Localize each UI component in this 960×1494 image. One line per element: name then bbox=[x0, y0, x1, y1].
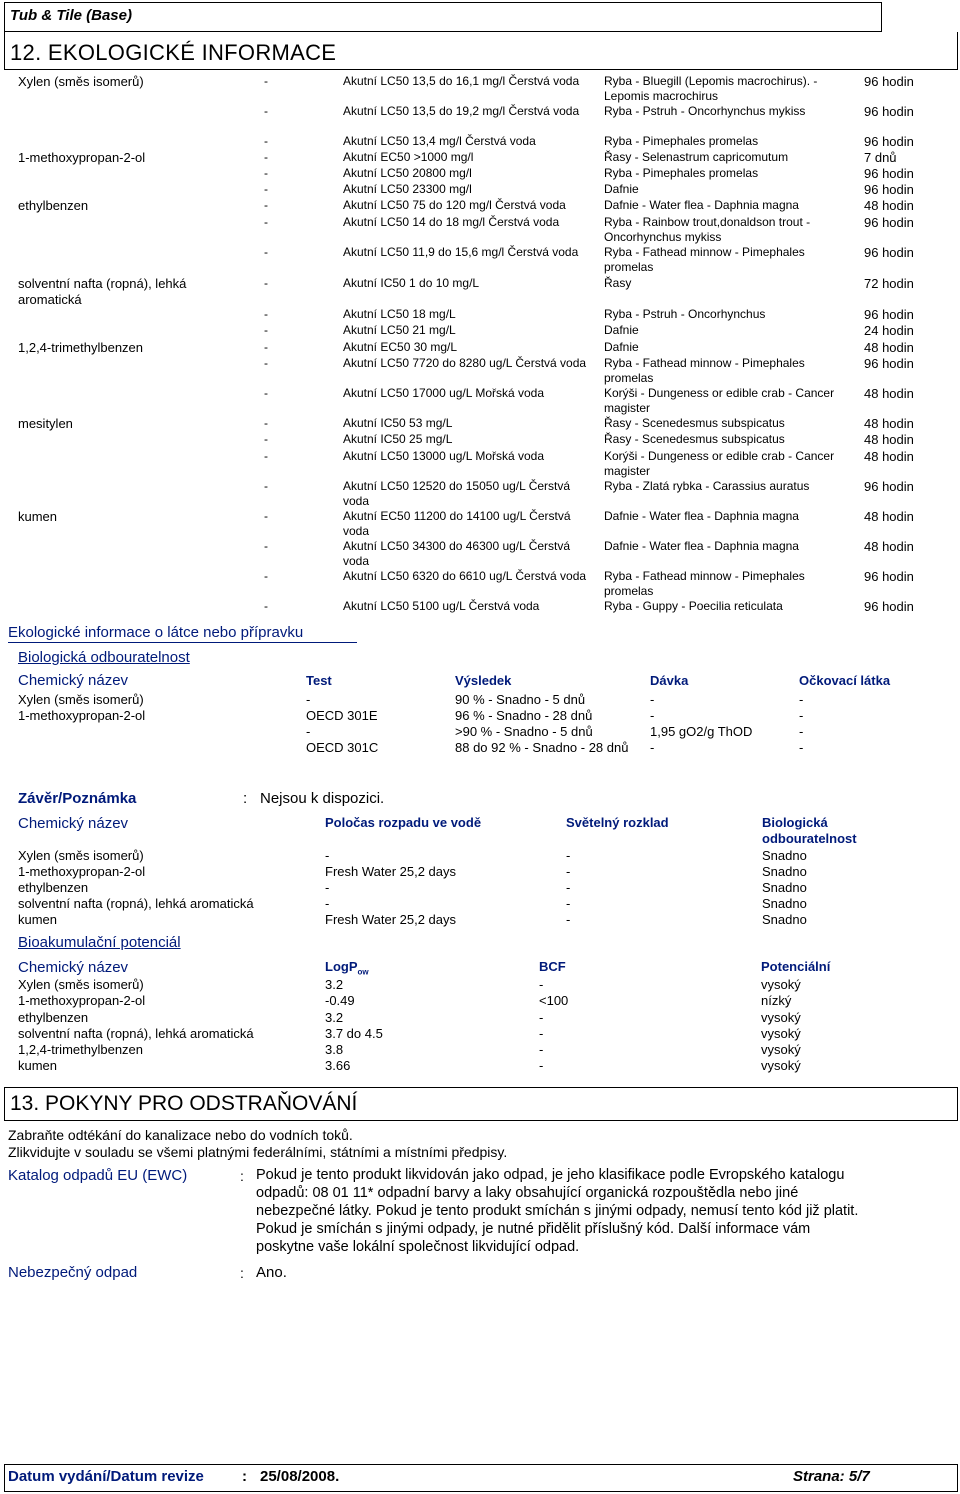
row-dash: - bbox=[264, 386, 268, 400]
exposure-duration: 24 hodin bbox=[864, 323, 914, 338]
biodeg-result: 96 % - Snadno - 28 dnů bbox=[455, 708, 593, 723]
conclusion-label: Závěr/Poznámka bbox=[18, 790, 137, 807]
row-dash: - bbox=[264, 245, 268, 259]
hazard-value: Ano. bbox=[256, 1264, 287, 1281]
hazard-label: Nebezpečný odpad bbox=[8, 1264, 138, 1281]
footer-label: Datum vydání/Datum revize bbox=[8, 1468, 204, 1485]
test-species: Ryba - Zlatá rybka - Carassius auratus bbox=[604, 479, 810, 493]
test-species: Dafnie bbox=[604, 340, 639, 354]
bioacc-bcf: - bbox=[539, 1010, 544, 1025]
biodeg-name: 1-methoxypropan-2-ol bbox=[18, 708, 146, 723]
row-dash: - bbox=[264, 509, 268, 523]
biodeg-result: 90 % - Snadno - 5 dnů bbox=[455, 692, 586, 707]
test-species: Dafnie - Water flea - Daphnia magna bbox=[604, 198, 799, 212]
toxicity-value: Akutní LC50 17000 ug/L Mořská voda bbox=[343, 386, 545, 400]
ecotox-table bbox=[0, 0, 960, 620]
exposure-duration: 96 hodin bbox=[864, 182, 914, 197]
toxicity-value: Akutní LC50 34300 do 46300 ug/L Čerstvá voda bbox=[343, 539, 571, 568]
persist-biodeg: Snadno bbox=[762, 912, 807, 927]
bioacc-bcf: - bbox=[539, 1058, 544, 1073]
biodeg-test: OECD 301C bbox=[306, 740, 379, 755]
exposure-duration: 48 hodin bbox=[864, 432, 914, 447]
bioacc-col-name: Chemický název bbox=[18, 959, 129, 976]
test-species: Ryba - Pstruh - Oncorhynchus mykiss bbox=[604, 104, 806, 118]
toxicity-value: Akutní LC50 6320 do 6610 ug/L Čerstvá voda bbox=[343, 569, 587, 583]
test-species: Dafnie - Water flea - Daphnia magna bbox=[604, 509, 799, 523]
biodeg-test: - bbox=[306, 692, 311, 707]
toxicity-value: Akutní LC50 12520 do 15050 ug/L Čerstvá voda bbox=[343, 479, 571, 508]
biodeg-dose: - bbox=[650, 708, 655, 723]
bioacc-logpow: 3.8 bbox=[325, 1042, 344, 1057]
substance-name: ethylbenzen bbox=[18, 198, 89, 213]
row-dash: - bbox=[264, 323, 268, 337]
test-species: Ryba - Pstruh - Oncorhynchus bbox=[604, 307, 766, 321]
persist-photolysis: - bbox=[566, 896, 571, 911]
biodeg-col-dose: Dávka bbox=[650, 673, 689, 688]
exposure-duration: 48 hodin bbox=[864, 340, 914, 355]
substance-name: 1,2,4-trimethylbenzen bbox=[18, 340, 144, 355]
exposure-duration: 96 hodin bbox=[864, 74, 914, 89]
persist-photolysis: - bbox=[566, 864, 571, 879]
bioacc-potential: vysoký bbox=[761, 1010, 801, 1025]
row-dash: - bbox=[264, 599, 268, 613]
biodeg-col-result: Výsledek bbox=[455, 673, 512, 688]
row-dash: - bbox=[264, 416, 268, 430]
row-dash: - bbox=[264, 432, 268, 446]
logp-label: LogP bbox=[325, 959, 358, 974]
conclusion-colon: : bbox=[243, 790, 248, 807]
footer-date: 25/08/2008. bbox=[260, 1468, 340, 1485]
eco-info-heading: Ekologické informace o látce nebo přípravku bbox=[8, 624, 304, 641]
persist-halflife: - bbox=[325, 896, 330, 911]
bioacc-bcf: - bbox=[539, 977, 544, 992]
exposure-duration: 48 hodin bbox=[864, 386, 914, 401]
substance-name: mesitylen bbox=[18, 416, 73, 431]
toxicity-value: Akutní IC50 53 mg/L bbox=[343, 416, 453, 430]
test-species: Řasy - Selenastrum capricomutum bbox=[604, 150, 789, 164]
bioacc-logpow: 3.2 bbox=[325, 1010, 344, 1025]
bioacc-name: 1,2,4-trimethylbenzen bbox=[18, 1042, 144, 1057]
biodeg-result: >90 % - Snadno - 5 dnů bbox=[455, 724, 593, 739]
toxicity-value: Akutní LC50 21 mg/L bbox=[343, 323, 456, 337]
bioacc-name: ethylbenzen bbox=[18, 1010, 89, 1025]
bioacc-col-logpow bbox=[325, 959, 369, 977]
footer-page: Strana: 5/7 bbox=[793, 1468, 870, 1485]
footer-colon: : bbox=[242, 1468, 247, 1485]
test-species: Ryba - Fathead minnow - Pimephales promelas bbox=[604, 356, 805, 385]
bioacc-bcf: <100 bbox=[539, 993, 569, 1008]
row-dash: - bbox=[264, 307, 268, 321]
toxicity-value: Akutní IC50 25 mg/L bbox=[343, 432, 453, 446]
section-13-title: 13. POKYNY PRO ODSTRAŇOVÁNÍ bbox=[10, 1092, 358, 1115]
exposure-duration: 96 hodin bbox=[864, 104, 914, 119]
toxicity-value: Akutní LC50 13000 ug/L Mořská voda bbox=[343, 449, 545, 463]
test-species: Dafnie - Water flea - Daphnia magna bbox=[604, 539, 799, 553]
disposal-line-1: Zabraňte odtékání do kanalizace nebo do vodních toků. bbox=[8, 1127, 353, 1143]
exposure-duration: 96 hodin bbox=[864, 599, 914, 614]
row-dash: - bbox=[264, 356, 268, 370]
row-dash: - bbox=[264, 569, 268, 583]
persist-name: ethylbenzen bbox=[18, 880, 89, 895]
exposure-duration: 96 hodin bbox=[864, 245, 914, 260]
row-dash: - bbox=[264, 150, 268, 164]
biodeg-test: OECD 301E bbox=[306, 708, 378, 723]
test-species: Ryba - Fathead minnow - Pimephales promelas bbox=[604, 569, 805, 598]
exposure-duration: 48 hodin bbox=[864, 198, 914, 213]
bioacc-heading: Bioakumulační potenciál bbox=[18, 934, 181, 951]
bioacc-bcf: - bbox=[539, 1026, 544, 1041]
ewc-line: nebezpečné látky. Pokud je tento produkt smíchán s jinými odpady, nemusí tento kód již platit. bbox=[256, 1203, 859, 1219]
ewc-label: Katalog odpadů EU (EWC) bbox=[8, 1167, 188, 1184]
exposure-duration: 96 hodin bbox=[864, 166, 914, 181]
bioacc-name: Xylen (směs isomerů) bbox=[18, 977, 144, 992]
toxicity-value: Akutní LC50 13,5 do 19,2 mg/l Čerstvá voda bbox=[343, 104, 580, 118]
persist-halflife: Fresh Water 25,2 days bbox=[325, 912, 457, 927]
substance-name: solventní nafta (ropná), lehká aromatická bbox=[18, 276, 187, 307]
ewc-line: poskytne vaše lokální společnost likvidující odpad. bbox=[256, 1239, 580, 1255]
persist-photolysis: - bbox=[566, 912, 571, 927]
row-dash: - bbox=[264, 182, 268, 196]
bioacc-potential: nízký bbox=[761, 993, 792, 1008]
row-dash: - bbox=[264, 449, 268, 463]
ewc-line: Pokud je smíchán s jinými odpady, je nutné přidělit příslušný kód. Další informace vám bbox=[256, 1221, 811, 1237]
biodeg-name: Xylen (směs isomerů) bbox=[18, 692, 144, 707]
test-species: Korýši - Dungeness or edible crab - Cancer magister bbox=[604, 449, 835, 478]
persist-biodeg: Snadno bbox=[762, 896, 807, 911]
row-dash: - bbox=[264, 215, 268, 229]
persist-biodeg: Snadno bbox=[762, 848, 807, 863]
toxicity-value: Akutní LC50 13,4 mg/l Čerstvá voda bbox=[343, 134, 536, 148]
biodeg-dose: - bbox=[650, 692, 655, 707]
toxicity-value: Akutní LC50 5100 ug/L Čerstvá voda bbox=[343, 599, 540, 613]
test-species: Ryba - Bluegill (Lepomis macrochirus). - Lepomis macrochirus bbox=[604, 74, 818, 103]
test-species: Řasy - Scenedesmus subspicatus bbox=[604, 416, 785, 430]
bioacc-bcf: - bbox=[539, 1042, 544, 1057]
substance-name: Xylen (směs isomerů) bbox=[18, 74, 144, 89]
disposal-line-2: Zlikvidujte v souladu se všemi platnými federálními, státními a místními předpisy. bbox=[8, 1144, 508, 1160]
biodeg-result: 88 do 92 % - Snadno - 28 dnů bbox=[455, 740, 629, 755]
bioacc-name: kumen bbox=[18, 1058, 58, 1073]
persist-col-photolysis: Světelný rozklad bbox=[566, 815, 669, 830]
toxicity-value: Akutní EC50 >1000 mg/l bbox=[343, 150, 474, 164]
eco-info-underline bbox=[8, 642, 357, 643]
biodeg-inoculum: - bbox=[799, 724, 804, 739]
section-12-title: 12. EKOLOGICKÉ INFORMACE bbox=[10, 40, 337, 65]
row-dash: - bbox=[264, 166, 268, 180]
bioacc-logpow: 3.7 do 4.5 bbox=[325, 1026, 383, 1041]
toxicity-value: Akutní LC50 13,5 do 16,1 mg/l Čerstvá voda bbox=[343, 74, 580, 88]
persist-biodeg: Snadno bbox=[762, 864, 807, 879]
bioacc-logpow: 3.66 bbox=[325, 1058, 351, 1073]
persist-halflife: - bbox=[325, 880, 330, 895]
test-species: Ryba - Rainbow trout,donaldson trout - Oncorhynchus mykiss bbox=[604, 215, 811, 244]
persist-halflife: Fresh Water 25,2 days bbox=[325, 864, 457, 879]
test-species: Ryba - Pimephales promelas bbox=[604, 134, 759, 148]
persist-biodeg: Snadno bbox=[762, 880, 807, 895]
exposure-duration: 96 hodin bbox=[864, 569, 914, 584]
persist-halflife: - bbox=[325, 848, 330, 863]
persist-col-halflife: Poločas rozpadu ve vodě bbox=[325, 815, 482, 830]
bioacc-potential: vysoký bbox=[761, 1058, 801, 1073]
exposure-duration: 96 hodin bbox=[864, 134, 914, 149]
exposure-duration: 96 hodin bbox=[864, 479, 914, 494]
bioacc-logpow: -0.49 bbox=[325, 993, 355, 1008]
test-species: Ryba - Fathead minnow - Pimephales promelas bbox=[604, 245, 805, 274]
test-species: Řasy - Scenedesmus subspicatus bbox=[604, 432, 785, 446]
toxicity-value: Akutní LC50 23300 mg/l bbox=[343, 182, 472, 196]
bioacc-potential: vysoký bbox=[761, 977, 801, 992]
bioacc-name: 1-methoxypropan-2-ol bbox=[18, 993, 146, 1008]
persist-col-biodeg: Biologická odbouratelnost bbox=[762, 815, 857, 846]
test-species: Řasy bbox=[604, 276, 632, 290]
exposure-duration: 72 hodin bbox=[864, 276, 914, 291]
persist-photolysis: - bbox=[566, 880, 571, 895]
exposure-duration: 48 hodin bbox=[864, 509, 914, 524]
persist-photolysis: - bbox=[566, 848, 571, 863]
toxicity-value: Akutní LC50 11,9 do 15,6 mg/l Čerstvá voda bbox=[343, 245, 579, 259]
product-title: Tub & Tile (Base) bbox=[10, 7, 132, 24]
ewc-line: odpadů: 08 01 11* odpadní barvy a laky obsahující organická rozpouštědla nebo jiné bbox=[256, 1185, 799, 1201]
biodeg-inoculum: - bbox=[799, 708, 804, 723]
bioacc-potential: vysoký bbox=[761, 1026, 801, 1041]
toxicity-value: Akutní LC50 75 do 120 mg/l Čerstvá voda bbox=[343, 198, 566, 212]
exposure-duration: 48 hodin bbox=[864, 539, 914, 554]
bioacc-col-potential: Potenciální bbox=[761, 959, 831, 974]
bioacc-potential: vysoký bbox=[761, 1042, 801, 1057]
test-species: Ryba - Guppy - Poecilia reticulata bbox=[604, 599, 783, 613]
biodeg-col-inoculum: Očkovací látka bbox=[799, 673, 891, 688]
persist-name: Xylen (směs isomerů) bbox=[18, 848, 144, 863]
test-species: Korýši - Dungeness or edible crab - Cancer magister bbox=[604, 386, 835, 415]
row-dash: - bbox=[264, 479, 268, 493]
exposure-duration: 48 hodin bbox=[864, 449, 914, 464]
toxicity-value: Akutní LC50 20800 mg/l bbox=[343, 166, 472, 180]
ewc-colon: : bbox=[240, 1168, 244, 1184]
toxicity-value: Akutní LC50 18 mg/L bbox=[343, 307, 456, 321]
biodeg-inoculum: - bbox=[799, 740, 804, 755]
conclusion-value: Nejsou k dispozici. bbox=[260, 790, 385, 807]
test-species: Ryba - Pimephales promelas bbox=[604, 166, 759, 180]
biodeg-heading: Biologická odbouratelnost bbox=[18, 649, 190, 666]
biodeg-col-name: Chemický název bbox=[18, 672, 129, 689]
persist-col-name: Chemický název bbox=[18, 815, 129, 832]
biodeg-inoculum: - bbox=[799, 692, 804, 707]
persist-name: kumen bbox=[18, 912, 58, 927]
exposure-duration: 48 hodin bbox=[864, 416, 914, 431]
toxicity-value: Akutní IC50 1 do 10 mg/L bbox=[343, 276, 480, 290]
row-dash: - bbox=[264, 104, 268, 118]
biodeg-test: - bbox=[306, 724, 311, 739]
row-dash: - bbox=[264, 340, 268, 354]
bioacc-logpow: 3.2 bbox=[325, 977, 344, 992]
toxicity-value: Akutní LC50 7720 do 8280 ug/L Čerstvá voda bbox=[343, 356, 587, 370]
exposure-duration: 96 hodin bbox=[864, 215, 914, 230]
exposure-duration: 96 hodin bbox=[864, 307, 914, 322]
bioacc-name: solventní nafta (ropná), lehká aromatická bbox=[18, 1026, 254, 1041]
exposure-duration: 7 dnů bbox=[864, 150, 897, 165]
toxicity-value: Akutní EC50 11200 do 14100 ug/L Čerstvá voda bbox=[343, 509, 571, 538]
row-dash: - bbox=[264, 539, 268, 553]
bioacc-col-bcf: BCF bbox=[539, 959, 566, 974]
test-species: Dafnie bbox=[604, 182, 639, 196]
row-dash: - bbox=[264, 198, 268, 212]
ow-subscript: ow bbox=[357, 967, 369, 977]
persist-name: solventní nafta (ropná), lehká aromatická bbox=[18, 896, 254, 911]
persist-name: 1-methoxypropan-2-ol bbox=[18, 864, 146, 879]
biodeg-dose: - bbox=[650, 740, 655, 755]
substance-name: 1-methoxypropan-2-ol bbox=[18, 150, 146, 165]
biodeg-dose: 1,95 gO2/g ThOD bbox=[650, 724, 753, 739]
exposure-duration: 96 hodin bbox=[864, 356, 914, 371]
row-dash: - bbox=[264, 134, 268, 148]
row-dash: - bbox=[264, 276, 268, 290]
test-species: Dafnie bbox=[604, 323, 639, 337]
ewc-line: Pokud je tento produkt likvidován jako odpad, je jeho klasifikace podle Evropského katalogu bbox=[256, 1167, 845, 1183]
substance-name: kumen bbox=[18, 509, 58, 524]
toxicity-value: Akutní EC50 30 mg/L bbox=[343, 340, 458, 354]
biodeg-col-test: Test bbox=[306, 673, 332, 688]
toxicity-value: Akutní LC50 14 do 18 mg/l Čerstvá voda bbox=[343, 215, 560, 229]
hazard-colon: : bbox=[240, 1265, 244, 1281]
row-dash: - bbox=[264, 74, 268, 88]
